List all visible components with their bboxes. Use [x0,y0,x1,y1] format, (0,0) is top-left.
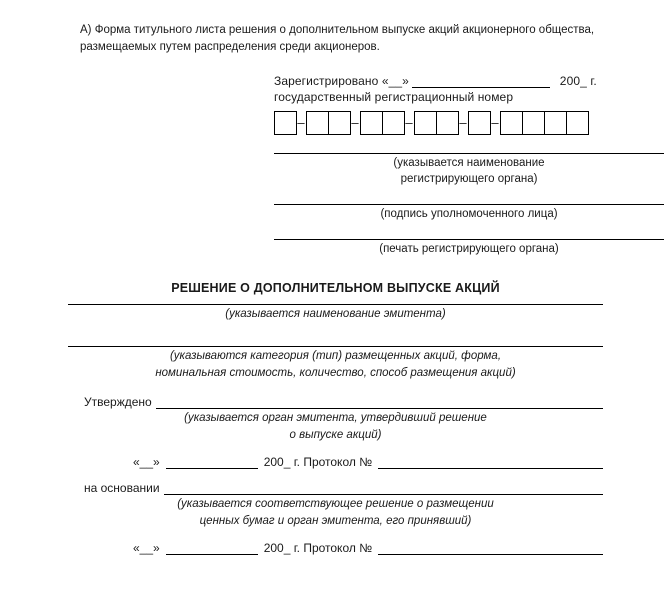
box-group-3 [360,111,404,135]
seal-rule [274,239,664,240]
signature-rule [274,204,664,205]
document-title: РЕШЕНИЕ О ДОПОЛНИТЕЛЬНОМ ВЫПУСКЕ АКЦИЙ [171,281,500,295]
basis-label: на основании [84,481,160,495]
intro-paragraph: А) Форма титульного листа решения о дополнительном выпуске акций акционерного общества, размещаемых путем распределения среди акционеров. [80,24,595,53]
registration-date-prefix: Зарегистрировано «__» [274,74,409,88]
box-group-2 [306,111,350,135]
box-cell [306,111,329,135]
basis-protocol-date-blank [166,542,258,555]
box-cell [382,111,405,135]
signature-caption: (подпись уполномоченного лица) [380,208,558,220]
box-cell [500,111,523,135]
box-group-5 [468,111,490,135]
registration-date-blank [412,76,550,88]
shares-caption-line1: (указываются категория (тип) размещенных акций, форма, [169,350,502,362]
approved-caption-line1: (указывается орган эмитента, утвердивший решение [184,412,487,424]
approved-caption-line2: о выпуске акций) [289,429,382,441]
approved-row [28,395,643,409]
box-group-1 [274,111,296,135]
approved-protocol-label: 200_ г. Протокол № [263,455,373,469]
basis-protocol-row [28,541,643,555]
box-cell [436,111,459,135]
shares-description-rule [68,346,603,347]
approved-protocol-date-blank [166,456,258,469]
basis-caption-line1: (указывается соответствующее решение о размещении [177,498,494,510]
box-cell [274,111,297,135]
box-cell [414,111,437,135]
box-cell [566,111,589,135]
issuer-name-rule [68,304,603,305]
box-separator: – [459,115,467,130]
registration-block [274,74,664,136]
registration-number-boxes [274,110,664,136]
approved-label: Утверждено [84,395,152,409]
approved-protocol-row [28,455,643,469]
box-cell [544,111,567,135]
shares-caption-line2: номинальная стоимость, количество, способ размещения акций) [155,367,516,379]
box-group-6 [500,111,588,135]
basis-blank [164,482,603,495]
box-cell [468,111,491,135]
box-separator: – [405,115,413,130]
registering-body-caption-line1: (указывается наименование [393,157,545,169]
box-separator: – [491,115,499,130]
box-separator: – [297,115,305,130]
approved-protocol-number-blank [378,456,603,469]
approved-blank [156,396,603,409]
registration-number-label: государственный регистрационный номер [274,90,514,104]
basis-row [28,481,643,495]
basis-protocol-date-prefix: «__» [133,541,160,555]
box-group-4 [414,111,458,135]
registration-year: 200_ г. [559,74,597,88]
basis-protocol-label: 200_ г. Протокол № [263,541,373,555]
basis-caption-line2: ценных бумаг и орган эмитента, его принявший) [199,515,472,527]
registering-body-rule [274,153,664,154]
approved-protocol-date-prefix: «__» [133,455,160,469]
registration-date-line [274,74,664,88]
issuer-name-caption: (указывается наименование эмитента) [225,308,446,320]
box-cell [328,111,351,135]
seal-caption: (печать регистрирующего органа) [379,243,559,255]
box-separator: – [351,115,359,130]
box-cell [360,111,383,135]
basis-protocol-number-blank [378,542,603,555]
registering-body-caption-line2: регистрирующего органа) [400,173,538,185]
box-cell [522,111,545,135]
